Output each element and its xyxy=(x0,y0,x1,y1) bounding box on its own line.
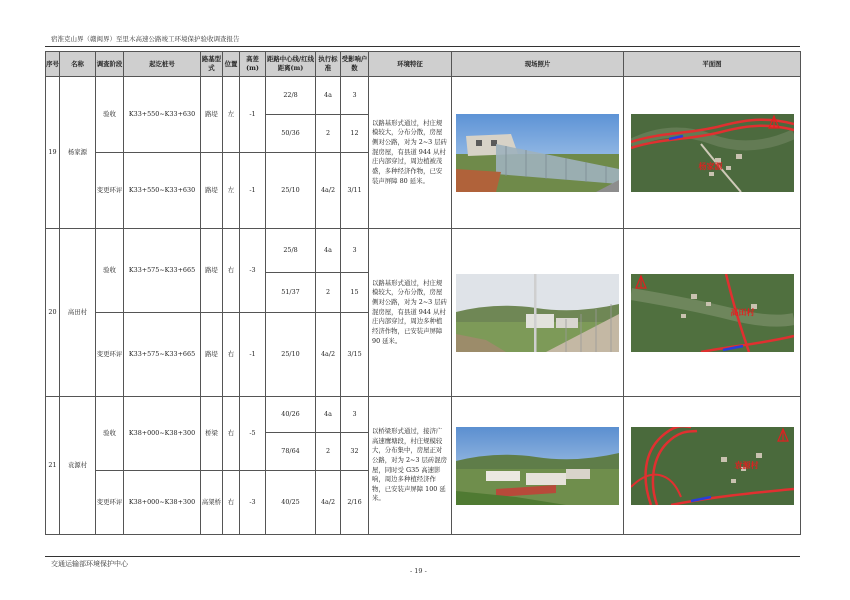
map-place-label: 杨家源 xyxy=(698,161,723,171)
col-header: 名称 xyxy=(60,52,96,77)
site-map xyxy=(631,274,794,352)
row-number: 19 xyxy=(46,77,60,229)
col-header: 调查阶段 xyxy=(96,52,124,77)
standard: 2 xyxy=(316,273,341,313)
site-photo xyxy=(456,114,619,192)
site-name: 袁源村 xyxy=(60,397,96,535)
height-diff: -5 xyxy=(240,397,266,471)
header-rule xyxy=(45,46,800,47)
station-range: K38+000~K38+300 xyxy=(124,471,201,535)
env-description: 以桥梁形式通过，接济广高速鹰塘段，村庄规模较大，分布集中，房屋正对公路，对为 2~3 层砖混房屋，同时受 G35 高速影响，周边多种植经济作物，已安装声屏障 100 延米。 xyxy=(369,397,452,535)
households: 3/15 xyxy=(341,313,369,397)
site-photo-cell xyxy=(452,77,624,229)
households: 3/11 xyxy=(341,153,369,229)
roadbed-type: 路堤 xyxy=(201,229,223,313)
distance: 40/25 xyxy=(266,471,316,535)
col-header: 序号 xyxy=(46,52,60,77)
standard: 4a/2 xyxy=(316,153,341,229)
households: 2/16 xyxy=(341,471,369,535)
row-number: 21 xyxy=(46,397,60,535)
col-header: 距路中心线/红线距离(m) xyxy=(266,52,316,77)
roadbed-type: 桥梁 xyxy=(201,397,223,471)
survey-table xyxy=(45,51,801,535)
env-description: 以路基形式通过，村庄规模较大，分布分散，房屋侧对公路，对为 2~3 层砖混房屋，有县道 944 从村庄内部穿过，周边多种植经济作物，已安装声屏障 90 延米。 xyxy=(369,229,452,397)
distance: 50/36 xyxy=(266,115,316,153)
households: 3 xyxy=(341,229,369,273)
height-diff: -1 xyxy=(240,153,266,229)
table-row xyxy=(46,229,801,273)
distance: 22/8 xyxy=(266,77,316,115)
row-number: 20 xyxy=(46,229,60,397)
roadbed-type: 路堤 xyxy=(201,153,223,229)
site-map-cell xyxy=(624,229,801,397)
table-row xyxy=(46,77,801,115)
col-header: 位置 xyxy=(223,52,240,77)
station-range: K33+550~K33+630 xyxy=(124,77,201,153)
standard: 2 xyxy=(316,433,341,471)
position: 右 xyxy=(223,313,240,397)
site-photo-cell xyxy=(452,397,624,535)
height-diff: -1 xyxy=(240,77,266,153)
position: 右 xyxy=(223,397,240,471)
page-number: - 19 - xyxy=(410,567,427,575)
col-header: 起讫桩号 xyxy=(124,52,201,77)
position: 左 xyxy=(223,77,240,153)
site-map xyxy=(631,114,794,192)
site-map-cell xyxy=(624,397,801,535)
col-header: 执行标准 xyxy=(316,52,341,77)
standard: 2 xyxy=(316,115,341,153)
position: 右 xyxy=(223,229,240,313)
col-header: 现场照片 xyxy=(452,52,624,77)
position: 左 xyxy=(223,153,240,229)
survey-stage: 变更环评 xyxy=(96,153,124,229)
env-description: 以路基形式通过，村庄规模较大，分布分散，房屋侧对公路，对为 2~3 层砖混房屋，有县道 944 从村庄内部穿过，周边植被茂盛，多种经济作物，已安装声屏障 80 延米。 xyxy=(369,77,452,229)
footer-org: 交通运输部环境保护中心 xyxy=(51,560,128,568)
position: 右 xyxy=(223,471,240,535)
col-header: 平面图 xyxy=(624,52,801,77)
distance: 40/26 xyxy=(266,397,316,433)
map-place-label: 袁源村 xyxy=(734,460,759,470)
distance: 78/64 xyxy=(266,433,316,471)
roadbed-type: 路堤 xyxy=(201,77,223,153)
survey-stage: 验收 xyxy=(96,397,124,471)
col-header: 高差(m) xyxy=(240,52,266,77)
station-range: K33+550~K33+630 xyxy=(124,153,201,229)
roadbed-type: 路堤 xyxy=(201,313,223,397)
survey-stage: 变更环评 xyxy=(96,313,124,397)
households: 32 xyxy=(341,433,369,471)
site-name: 杨家源 xyxy=(60,77,96,229)
distance: 51/37 xyxy=(266,273,316,313)
standard: 4a/2 xyxy=(316,471,341,535)
height-diff: -1 xyxy=(240,313,266,397)
site-map xyxy=(631,427,794,505)
map-place-label: 高田村 xyxy=(730,307,755,317)
col-header: 受影响户数 xyxy=(341,52,369,77)
height-diff: -3 xyxy=(240,229,266,313)
table-row xyxy=(46,397,801,433)
site-photo xyxy=(456,427,619,505)
site-photo-cell xyxy=(452,229,624,397)
page-header-title: 宿淮克山界（赣闽界）至里木高速公路竣工环境保护验收调查报告 xyxy=(51,35,240,43)
distance: 25/8 xyxy=(266,229,316,273)
col-header: 环境特征 xyxy=(369,52,452,77)
survey-stage: 变更环评 xyxy=(96,471,124,535)
survey-stage: 验收 xyxy=(96,229,124,313)
footer-rule xyxy=(45,556,800,557)
site-photo xyxy=(456,274,619,352)
standard: 4a/2 xyxy=(316,313,341,397)
standard: 4a xyxy=(316,77,341,115)
site-map-cell xyxy=(624,77,801,229)
households: 3 xyxy=(341,77,369,115)
households: 15 xyxy=(341,273,369,313)
survey-stage: 验收 xyxy=(96,77,124,153)
station-range: K33+575~K33+665 xyxy=(124,229,201,313)
standard: 4a xyxy=(316,397,341,433)
table-header-row xyxy=(46,52,801,77)
height-diff: -3 xyxy=(240,471,266,535)
station-range: K33+575~K33+665 xyxy=(124,313,201,397)
station-range: K38+000~K38+300 xyxy=(124,397,201,471)
standard: 4a xyxy=(316,229,341,273)
site-name: 高田村 xyxy=(60,229,96,397)
distance: 25/10 xyxy=(266,153,316,229)
col-header: 路基型式 xyxy=(201,52,223,77)
households: 3 xyxy=(341,397,369,433)
roadbed-type: 高架桥 xyxy=(201,471,223,535)
households: 12 xyxy=(341,115,369,153)
distance: 25/10 xyxy=(266,313,316,397)
